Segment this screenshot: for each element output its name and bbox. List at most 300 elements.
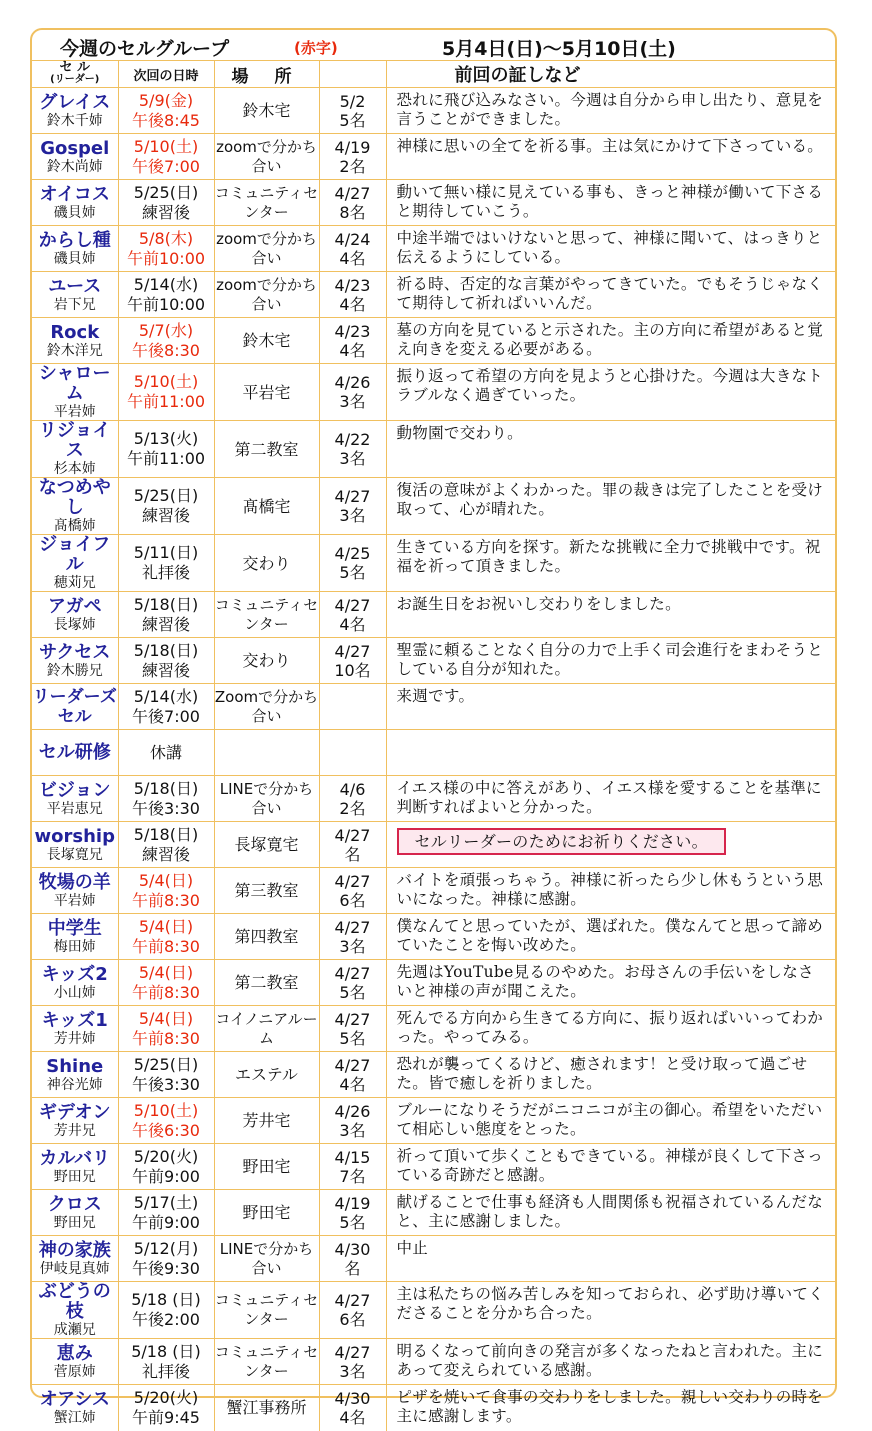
attendance-count: 3名 bbox=[339, 392, 366, 411]
leader-name: 小山姉 bbox=[53, 984, 96, 1001]
header-row bbox=[32, 61, 835, 88]
next-meeting bbox=[118, 730, 214, 776]
table-row bbox=[32, 272, 835, 318]
next-meeting bbox=[118, 1385, 214, 1431]
next-meeting bbox=[118, 868, 214, 914]
meeting-place: zoomで分かち合い bbox=[214, 134, 319, 180]
table-row bbox=[32, 478, 835, 535]
next-date: 5/4(日) bbox=[138, 962, 194, 982]
leader-name: 芳井兄 bbox=[53, 1122, 96, 1139]
last-date: 4/19 bbox=[334, 137, 371, 157]
last-date: 4/30 bbox=[334, 1388, 371, 1408]
meeting-place: LINEで分かち合い bbox=[214, 1236, 319, 1282]
witness-body: 墓の方向を見ていると示された。主の方向に希望があると覚え向きを変える必要がある。 bbox=[396, 321, 824, 358]
last-date: 4/27 bbox=[334, 963, 371, 983]
witness-body: 祈る時、否定的な言葉がやってきていた。でもそうじゃなくて期待して祈ればいいんだ。 bbox=[396, 275, 824, 312]
cell-name-col bbox=[32, 776, 118, 822]
attendance-count: 3名 bbox=[339, 1361, 366, 1381]
group-name: 牧場の羊 bbox=[38, 871, 111, 893]
table-row bbox=[32, 1236, 835, 1282]
attendance-count: 10名 bbox=[334, 660, 371, 680]
witness-text bbox=[386, 868, 835, 914]
group-name: セル研修 bbox=[38, 741, 111, 763]
leader-name: 穂苅兄 bbox=[53, 575, 96, 591]
next-time: 午後6:30 bbox=[132, 1120, 200, 1140]
meeting-place: コミュニティセンター bbox=[214, 1339, 319, 1385]
last-date: 4/26 bbox=[334, 373, 371, 392]
cell-name-col bbox=[32, 730, 118, 776]
leader-name: 磯貝姉 bbox=[53, 250, 96, 267]
cell-name-col bbox=[32, 478, 118, 535]
next-meeting bbox=[118, 478, 214, 535]
witness-text bbox=[386, 960, 835, 1006]
table-row bbox=[32, 822, 835, 868]
last-meeting bbox=[319, 730, 386, 776]
witness-text bbox=[386, 592, 835, 638]
cell-group-table bbox=[32, 61, 835, 1431]
next-meeting bbox=[118, 684, 214, 730]
next-time: 午前8:30 bbox=[132, 982, 200, 1002]
next-date: 5/10(土) bbox=[133, 136, 199, 156]
cell-name-col bbox=[32, 1282, 118, 1339]
next-date: 5/18(日) bbox=[133, 778, 199, 798]
group-name: カルバリ bbox=[39, 1147, 111, 1169]
witness-body: 来週です。 bbox=[396, 687, 475, 705]
last-date: 4/27 bbox=[334, 641, 371, 661]
last-meeting bbox=[319, 822, 386, 868]
cell-name-col bbox=[32, 134, 118, 180]
attendance-count: 3名 bbox=[339, 449, 366, 468]
meeting-place: エステル bbox=[214, 1052, 319, 1098]
cell-name-col bbox=[32, 318, 118, 364]
meeting-place bbox=[214, 730, 319, 776]
attendance-count: 名 bbox=[344, 1258, 361, 1278]
table-row bbox=[32, 638, 835, 684]
attendance-count: 3名 bbox=[339, 936, 366, 956]
next-time: 練習後 bbox=[141, 844, 190, 864]
last-meeting bbox=[319, 1282, 386, 1339]
page-title: 今週のセルグループ bbox=[60, 38, 230, 60]
next-date: 5/18(日) bbox=[133, 594, 199, 614]
witness-body: 主は私たちの悩み苦しみを知っておられ、必ず助け導いてくださることを分かち合った。 bbox=[396, 1285, 825, 1322]
leader-name: 鈴木勝兄 bbox=[46, 662, 103, 679]
witness-body: 明るくなって前向きの発言が多くなったねと言われた。主にあって変えられている感謝。 bbox=[396, 1342, 824, 1379]
witness-body: 恐れが襲ってくるけど、癒されます！と受け取って過ごせた。皆で癒しを祈りました。 bbox=[396, 1055, 808, 1092]
leader-name: 磯貝姉 bbox=[53, 204, 96, 221]
header-leader: (リーダー) bbox=[50, 74, 100, 85]
table-row bbox=[32, 1144, 835, 1190]
last-date: 4/27 bbox=[334, 1055, 371, 1075]
last-date: 4/27 bbox=[334, 487, 371, 506]
next-time: 午前11:00 bbox=[126, 392, 206, 411]
last-date: 4/23 bbox=[334, 321, 371, 341]
last-meeting bbox=[319, 684, 386, 730]
next-time: 午前11:00 bbox=[126, 449, 206, 468]
meeting-place: 第四教室 bbox=[214, 914, 319, 960]
next-meeting bbox=[118, 88, 214, 134]
table-row bbox=[32, 180, 835, 226]
attendance-count: 6名 bbox=[339, 890, 366, 910]
next-time: 午前9:00 bbox=[132, 1212, 200, 1232]
cell-name-col bbox=[32, 421, 118, 478]
next-time: 午後3:30 bbox=[132, 798, 200, 818]
next-time: 練習後 bbox=[141, 614, 190, 634]
last-meeting bbox=[319, 592, 386, 638]
leader-name: 鈴木洋兄 bbox=[46, 342, 103, 359]
leader-name: 野田兄 bbox=[53, 1168, 96, 1185]
witness-text bbox=[386, 1339, 835, 1385]
witness-body: 先週はYouTube見るのやめた。お母さんの手伝いをしなさいと神様の声が聞こえた。 bbox=[396, 963, 814, 1000]
next-time: 午前10:00 bbox=[126, 294, 206, 314]
meeting-place: コイノニアルーム bbox=[214, 1006, 319, 1052]
table-row bbox=[32, 960, 835, 1006]
next-date: 5/10(土) bbox=[133, 372, 199, 391]
cell-name-col bbox=[32, 1385, 118, 1431]
next-date: 5/13(火) bbox=[133, 429, 199, 448]
next-time: 礼拝後 bbox=[141, 1361, 190, 1381]
last-meeting bbox=[319, 1098, 386, 1144]
next-meeting bbox=[118, 960, 214, 1006]
last-date: 4/27 bbox=[334, 871, 371, 891]
table-row bbox=[32, 1006, 835, 1052]
cell-name-col bbox=[32, 638, 118, 684]
witness-text bbox=[386, 318, 835, 364]
next-meeting bbox=[118, 318, 214, 364]
next-meeting bbox=[118, 638, 214, 684]
cell-name-col bbox=[32, 226, 118, 272]
next-date: 5/20(火) bbox=[133, 1387, 199, 1407]
last-meeting bbox=[319, 638, 386, 684]
last-date: 4/15 bbox=[334, 1147, 371, 1167]
next-date: 5/12(月) bbox=[133, 1238, 199, 1258]
next-date: 5/18 (日) bbox=[131, 1290, 201, 1309]
group-name: ギデオン bbox=[38, 1101, 111, 1123]
leader-name: 鈴木尚姉 bbox=[46, 158, 103, 175]
group-name: ぶどうの枝 bbox=[38, 1281, 111, 1322]
meeting-place: コミュニティセンター bbox=[214, 1282, 319, 1339]
cell-name-col bbox=[32, 272, 118, 318]
witness-text bbox=[386, 535, 835, 592]
next-meeting bbox=[118, 1052, 214, 1098]
witness-text bbox=[386, 272, 835, 318]
witness-body: 動物園で交わり。 bbox=[396, 424, 523, 442]
cell-name-col bbox=[32, 960, 118, 1006]
next-date: 5/11(日) bbox=[133, 543, 199, 562]
group-name: キッズ1 bbox=[41, 1009, 108, 1031]
next-meeting bbox=[118, 1006, 214, 1052]
next-date: 5/4(日) bbox=[138, 1008, 194, 1028]
next-meeting bbox=[118, 1282, 214, 1339]
witness-body: 生きている方向を探す。新たな挑戦に全力で挑戦中です。祝福を祈って頂きました。 bbox=[396, 538, 821, 575]
attendance-count: 4名 bbox=[339, 1407, 366, 1427]
witness-text bbox=[386, 638, 835, 684]
table-row bbox=[32, 1385, 835, 1431]
next-meeting bbox=[118, 1339, 214, 1385]
next-meeting bbox=[118, 776, 214, 822]
table-row bbox=[32, 776, 835, 822]
witness-body: ピザを焼いて食事の交わりをしました。親しい交わりの時を主に感謝します。 bbox=[396, 1388, 824, 1425]
table-row bbox=[32, 364, 835, 421]
witness-body: 恐れに飛び込みなさい。今週は自分から申し出たり、意見を言うことができました。 bbox=[396, 91, 824, 128]
next-date: 5/20(火) bbox=[133, 1146, 199, 1166]
meeting-place: zoomで分かち合い bbox=[214, 226, 319, 272]
next-meeting bbox=[118, 272, 214, 318]
next-time: 練習後 bbox=[141, 660, 190, 680]
table-row bbox=[32, 421, 835, 478]
next-meeting bbox=[118, 364, 214, 421]
group-name: アガペ bbox=[47, 595, 102, 617]
meeting-place: 第二教室 bbox=[214, 421, 319, 478]
cell-name-col bbox=[32, 914, 118, 960]
attendance-count: 5名 bbox=[339, 563, 366, 582]
group-name: リジョイス bbox=[38, 420, 111, 461]
next-date: 5/14(水) bbox=[133, 274, 199, 294]
cell-name-col bbox=[32, 684, 118, 730]
next-date: 5/10(土) bbox=[133, 1100, 199, 1120]
leader-name: 平岩恵兄 bbox=[46, 800, 103, 817]
last-meeting bbox=[319, 1052, 386, 1098]
witness-body: 振り返って希望の方向を見ようと心掛けた。今週は大きなトラブルなく過ぎていった。 bbox=[396, 367, 824, 404]
witness-text bbox=[386, 1144, 835, 1190]
witness-body: 復活の意味がよくわかった。罪の裁きは完了したことを受け取って、心が晴れた。 bbox=[396, 481, 824, 518]
meeting-place: Zoomで分かち合い bbox=[214, 684, 319, 730]
last-date: 4/27 bbox=[334, 1291, 371, 1310]
meeting-place: 髙橋宅 bbox=[214, 478, 319, 535]
attendance-count: 5名 bbox=[339, 1028, 366, 1048]
group-name: 神の家族 bbox=[38, 1239, 111, 1261]
witness-text bbox=[386, 1006, 835, 1052]
witness-body: 死んでる方向から生きてる方向に、振り返ればいいってわかった。やってみる。 bbox=[396, 1009, 824, 1046]
group-name: クロス bbox=[47, 1193, 102, 1215]
group-name: リーダーズ セル bbox=[32, 686, 117, 727]
table-row bbox=[32, 1052, 835, 1098]
next-meeting bbox=[118, 180, 214, 226]
cell-name-col bbox=[32, 1098, 118, 1144]
cell-name-col bbox=[32, 592, 118, 638]
leader-name: 芳井姉 bbox=[53, 1030, 96, 1047]
last-date: 4/26 bbox=[334, 1101, 371, 1121]
group-name: オアシス bbox=[39, 1388, 110, 1410]
last-meeting bbox=[319, 1144, 386, 1190]
next-date: 5/9(金) bbox=[138, 90, 194, 110]
header-place: 場 所 bbox=[214, 61, 319, 88]
next-date: 休講 bbox=[149, 742, 182, 762]
attendance-count: 2名 bbox=[339, 798, 366, 818]
leader-name: 平岩姉 bbox=[53, 892, 96, 909]
last-date: 4/30 bbox=[334, 1239, 371, 1259]
next-time: 午前8:30 bbox=[132, 936, 200, 956]
witness-text bbox=[386, 1190, 835, 1236]
meeting-place: 平岩宅 bbox=[214, 364, 319, 421]
next-time: 礼拝後 bbox=[141, 563, 190, 582]
leader-name: 梅田姉 bbox=[53, 938, 96, 955]
group-name: Gospel bbox=[40, 137, 110, 159]
group-name: 中学生 bbox=[47, 917, 102, 939]
title-note: (赤字) bbox=[294, 39, 338, 57]
witness-body: ブルーになりそうだがニコニコが主の御心。希望をいただいて相応しい態度をとった。 bbox=[396, 1101, 823, 1138]
header-next: 次回の日時 bbox=[118, 61, 214, 88]
next-time: 午前8:30 bbox=[132, 1028, 200, 1048]
next-date: 5/4(日) bbox=[138, 916, 194, 936]
next-date: 5/18(日) bbox=[133, 640, 199, 660]
table-row bbox=[32, 1282, 835, 1339]
table-row bbox=[32, 535, 835, 592]
last-meeting bbox=[319, 1339, 386, 1385]
attendance-count: 7名 bbox=[339, 1166, 366, 1186]
attendance-count: 3名 bbox=[339, 506, 366, 525]
last-meeting bbox=[319, 1190, 386, 1236]
meeting-place: コミュニティセンター bbox=[214, 592, 319, 638]
leader-name: 長塚姉 bbox=[53, 616, 96, 633]
last-meeting bbox=[319, 88, 386, 134]
cell-name-col bbox=[32, 1006, 118, 1052]
next-date: 5/14(水) bbox=[133, 686, 199, 706]
last-date: 4/22 bbox=[334, 430, 371, 449]
witness-text bbox=[386, 822, 835, 868]
witness-body: 僕なんてと思っていたが、選ばれた。僕なんてと思って諦めていたことを悔い改めた。 bbox=[396, 917, 824, 954]
title-bar bbox=[32, 30, 835, 61]
meeting-place: 交わり bbox=[214, 638, 319, 684]
schedule-frame bbox=[30, 28, 837, 1427]
group-name: シャローム bbox=[38, 363, 111, 404]
next-meeting bbox=[118, 226, 214, 272]
next-time: 午後9:30 bbox=[132, 1258, 200, 1278]
next-date: 5/4(日) bbox=[138, 870, 194, 890]
attendance-count: 5名 bbox=[339, 110, 366, 130]
leader-name: 長塚寛兄 bbox=[46, 846, 103, 863]
attendance-count: 4名 bbox=[339, 614, 366, 634]
table-row bbox=[32, 868, 835, 914]
next-date: 5/25(日) bbox=[133, 1054, 199, 1074]
last-meeting bbox=[319, 914, 386, 960]
next-meeting bbox=[118, 822, 214, 868]
witness-text bbox=[386, 478, 835, 535]
last-meeting bbox=[319, 1006, 386, 1052]
header-cell: セ ル (リーダー) bbox=[32, 61, 118, 88]
table-row bbox=[32, 914, 835, 960]
last-meeting bbox=[319, 134, 386, 180]
witness-text bbox=[386, 1098, 835, 1144]
group-name: オイコス bbox=[39, 183, 110, 205]
last-date: 4/23 bbox=[334, 275, 371, 295]
next-time: 午前8:30 bbox=[132, 890, 200, 910]
group-name: ユース bbox=[48, 275, 102, 297]
leader-name: 神谷光姉 bbox=[46, 1076, 103, 1093]
leader-name: 蟹江姉 bbox=[53, 1409, 96, 1426]
next-time: 午後7:00 bbox=[132, 156, 200, 176]
witness-text bbox=[386, 1282, 835, 1339]
cell-name-col bbox=[32, 1052, 118, 1098]
witness-text bbox=[386, 88, 835, 134]
last-date: 4/27 bbox=[334, 1342, 371, 1362]
next-date: 5/25(日) bbox=[133, 486, 199, 505]
table-row bbox=[32, 1190, 835, 1236]
header-witness: 前回の証しなど bbox=[386, 61, 835, 88]
next-date: 5/18(日) bbox=[133, 824, 199, 844]
last-meeting bbox=[319, 960, 386, 1006]
attendance-count: 名 bbox=[344, 844, 361, 864]
next-time: 練習後 bbox=[141, 506, 190, 525]
attendance-count: 4名 bbox=[339, 1074, 366, 1094]
group-name: Shine bbox=[46, 1055, 104, 1077]
last-meeting bbox=[319, 226, 386, 272]
next-meeting bbox=[118, 1098, 214, 1144]
attendance-count: 4名 bbox=[339, 340, 366, 360]
group-name: ジョイフル bbox=[39, 534, 111, 575]
next-date: 5/25(日) bbox=[133, 182, 199, 202]
last-date: 4/27 bbox=[334, 183, 371, 203]
last-meeting bbox=[319, 868, 386, 914]
header-count bbox=[319, 61, 386, 88]
witness-text bbox=[386, 1385, 835, 1431]
cell-name-col bbox=[32, 1144, 118, 1190]
week-range: 5月4日(日)〜5月10日(土) bbox=[442, 38, 676, 60]
leader-name: 野田兄 bbox=[53, 1214, 96, 1231]
next-meeting bbox=[118, 1190, 214, 1236]
last-meeting bbox=[319, 421, 386, 478]
table-row bbox=[32, 1098, 835, 1144]
leader-name: 杉本姉 bbox=[53, 461, 96, 477]
attendance-count: 4名 bbox=[339, 248, 366, 268]
meeting-place: 鈴木宅 bbox=[214, 318, 319, 364]
last-date: 4/27 bbox=[334, 825, 371, 845]
next-meeting bbox=[118, 1236, 214, 1282]
table-row bbox=[32, 592, 835, 638]
prayer-request: セルリーダーのためにお祈りください。 bbox=[397, 828, 726, 855]
next-meeting bbox=[118, 134, 214, 180]
meeting-place: 長塚寛宅 bbox=[214, 822, 319, 868]
table-row bbox=[32, 730, 835, 776]
group-name: なつめやし bbox=[38, 477, 111, 518]
attendance-count: 3名 bbox=[339, 1120, 366, 1140]
witness-body: 中途半端ではいけないと思って、神様に聞いて、はっきりと伝えるようにしている。 bbox=[396, 229, 823, 266]
next-time: 午後2:00 bbox=[132, 1310, 200, 1329]
last-meeting bbox=[319, 180, 386, 226]
next-time: 午前9:00 bbox=[132, 1166, 200, 1186]
group-name: グレイス bbox=[39, 91, 111, 113]
next-time: 午後8:45 bbox=[132, 110, 200, 130]
meeting-place: 野田宅 bbox=[214, 1144, 319, 1190]
last-meeting bbox=[319, 272, 386, 318]
next-time: 午後8:30 bbox=[132, 340, 200, 360]
next-meeting bbox=[118, 1144, 214, 1190]
attendance-count: 6名 bbox=[339, 1310, 366, 1329]
meeting-place: 第三教室 bbox=[214, 868, 319, 914]
cell-name-col bbox=[32, 1339, 118, 1385]
next-meeting bbox=[118, 914, 214, 960]
last-meeting bbox=[319, 1236, 386, 1282]
witness-text bbox=[386, 730, 835, 776]
next-date: 5/17(土) bbox=[133, 1192, 199, 1212]
group-name: サクセス bbox=[39, 641, 111, 663]
next-meeting bbox=[118, 421, 214, 478]
witness-body: バイトを頑張っちゃう。神様に祈ったら少し休もうという思いになった。神様に感謝。 bbox=[396, 871, 824, 908]
attendance-count: 5名 bbox=[339, 1212, 366, 1232]
next-time: 午前10:00 bbox=[126, 248, 206, 268]
last-date: 4/27 bbox=[334, 1009, 371, 1029]
leader-name: 鈴木千姉 bbox=[46, 112, 103, 129]
last-date: 4/27 bbox=[334, 917, 371, 937]
group-name: からし種 bbox=[38, 229, 111, 251]
last-date: 5/2 bbox=[339, 91, 366, 111]
witness-text bbox=[386, 226, 835, 272]
next-time: 午後7:00 bbox=[132, 706, 200, 726]
last-date: 4/27 bbox=[334, 595, 371, 615]
next-time: 練習後 bbox=[141, 202, 190, 222]
leader-name: 菅原姉 bbox=[53, 1363, 96, 1380]
next-date: 5/8(木) bbox=[138, 228, 194, 248]
witness-body: 中止 bbox=[396, 1239, 429, 1257]
